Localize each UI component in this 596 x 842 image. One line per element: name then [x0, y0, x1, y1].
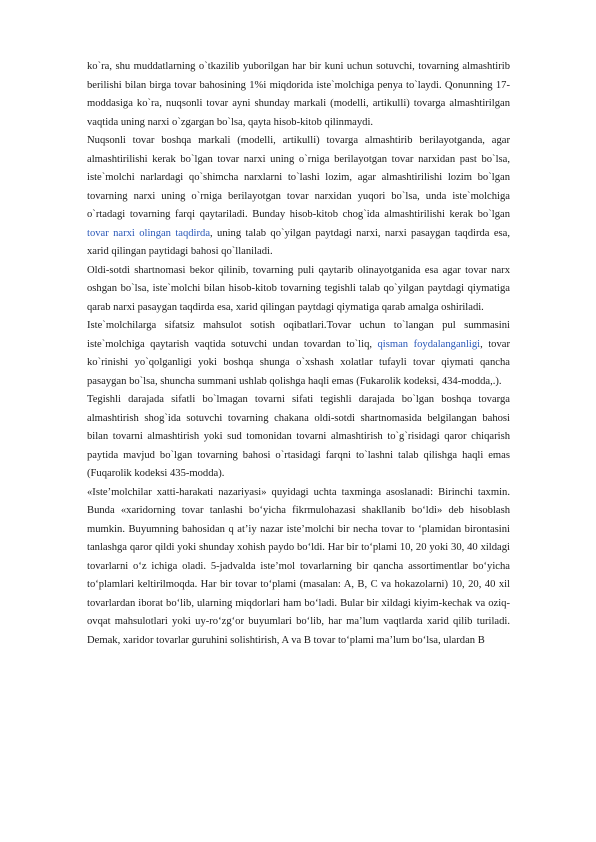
paragraph-text: Nuqsonli tovar boshqa markali (modelli, artikulli) tovarga almashtirib berilayotganda, agar almashtirilishi kerak bo`lgan tovar narxi uning o`rniga berilayotgan tovar narxidan past bo`lsa, iste`molchi narlardagi qo`shimcha narxlarni to`lashi lozim, agar almashtirilishi lozim bo`lgan tovarning narxi uning o`rniga berilayotgan tovar narxidan yuqori bo`lsa, unda iste`molchiga o`rtadagi tovarning farqi qaytariladi. Bunday hisob-kitob chog`ida almashtirilishi kerak bo`lgan [87, 135, 510, 220]
highlighted-link-text[interactable]: tovar narxi olingan taqdirda [87, 227, 211, 239]
paragraph [87, 262, 510, 318]
paragraph-text: Iste`molchilarga sifatsiz mahsulot sotish oqibatlari.Tovar uchun to`langan pul summasini iste`molchiga qaytarish vaqtida sotuvchi undan tovardan to`liq, [87, 320, 510, 350]
highlighted-link-text[interactable]: qisman foydalanganligi [377, 338, 481, 350]
paragraph-text: , tovar ko`rinishi yo`qolganligi yoki boshqa shunga o`xshash xolatlar tufayli tovar qiymati qancha pasaygan bo`lsa, shuncha summani ushlab qolishga haqli emas (Fukarolik kodeksi, 434-modda,.). [87, 338, 510, 387]
paragraph-text: , uning talab qo`yilgan paytdagi narxi, narxi pasaygan taqdirda esa, xarid qilingan paytidagi bahosi qo`llaniladi. [87, 227, 510, 257]
document-body [87, 58, 510, 650]
watermark: ​ [40, 167, 80, 222]
paragraph [87, 58, 510, 132]
paragraph-text: ko`ra, shu muddatlarning o`tkazilib yuborilgan har bir kuni uchun sotuvchi, tovarning almashtirib berilishi bilan birga tovar bahosining 1%i miqdorida iste`molchiga penya to`laydi. Qonunning 17-moddasiga ko`ra, nuqsonli tovar ayni shunday markali (modelli, artikulli) tovarga almashtirilgan vaqtida uning narxi o`zgargan bo`lsa, qayta hisob-kitob qilinmaydi. [87, 61, 510, 128]
paragraph [87, 132, 510, 262]
paragraph-text: Tegishli darajada sifatli bo`lmagan tovarni sifati tegishli darajada bo`lgan boshqa tovarga almashtirish shog`ida sotuvchi tovarning chakana oldi-sotdi shartnomasida belgilangan bahosi bilan tovarni almashtirish yoki sud tomonidan tovarni almashtirish to`g`risidagi qaror chiqarish paytida mavjud bo`lgan tovarning bahosi o`rtasidagi farqni to`lashni talab qilishga haqli emas (Fuqarolik kodeksi 435-modda). [87, 394, 510, 479]
paragraph [87, 317, 510, 391]
paragraph-text: «Iste’molchilar xatti-harakati nazariyasi» quyidagi uchta taxminga asoslanadi: Birinchi taxmin. Bunda «xaridorning tovar tanlashi bo‘yicha fikrmulohazasi shakllanib bo‘ldi» deb hisoblash mumkin. Buyumning bahosidan q at’iy nazar iste’molchi bir necha tovar to ‘plamidan birontasini tanlashga qaror qildi yoki shunday xohish paydo bo‘ldi. Har bir to‘plami 10, 20 yoki 30, 40 xildagi tovarlarni o‘z ichiga oladi. 5-jadvalda iste’mol tovarlarning bir qancha assortimentlar bo‘yicha to‘plamlari keltirilmoqda. Har bir tovar to‘plami (masalan: A, B, C va hokazolarni) 10, 20, 40 xil tovarlardan iborat bo‘lib, ularning miqdorlari ham bo‘ladi. Bular bir xildagi kiyim-kechak va oziq-ovqat mahsulotlari yoki uy-ro‘zg‘or buyumlari bo‘lib, har ma’lum vaqtlarda xarid qilib turiladi. Demak, xaridor tovarlar guruhini solishtirish, A va B tovar to‘plami ma’lum bo‘lsa, ulardan B [87, 486, 510, 646]
paragraph-text: Oldi-sotdi shartnomasi bekor qilinib, tovarning puli qaytarib olinayotganida esa agar tovar narx oshgan bo`lsa, iste`molchi bilan hisob-kitob tovarning tegishli talab qo`yilgan paytdagi qiymatiga qarab narxi pasaygan taqdirda esa, xarid qilingan paytdagi qiymatiga qarab amalga oshiriladi. [87, 264, 510, 313]
paragraph [87, 391, 510, 484]
paragraph [87, 484, 510, 651]
